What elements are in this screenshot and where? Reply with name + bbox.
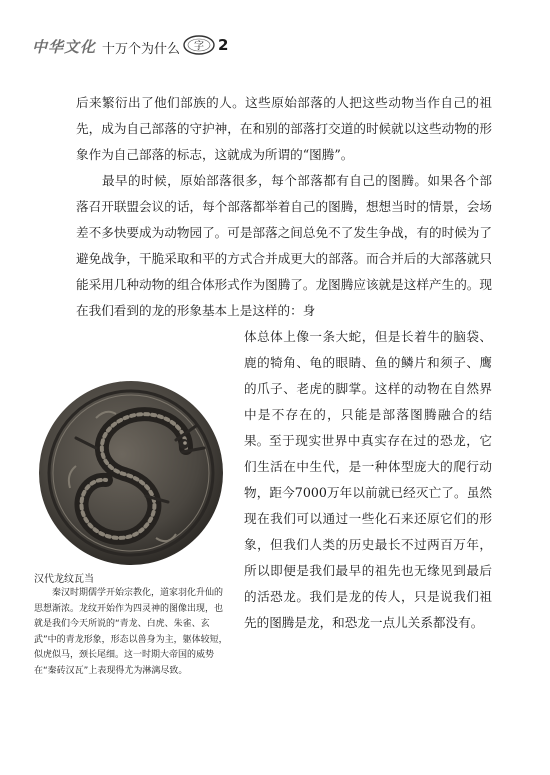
brand-logo-text: 中华文化: [32, 38, 97, 56]
paragraph-4: 至于现实世界中真实存在过的恐龙，它们生活在中生代，是一种体型庞大的爬行动物，距今7000万年以前就已经灭亡了。虽然现在我们可以通过一些化石来还原它们的形象，但我们人类的历史最长不过两百万年，所以即便是我们最早的祖先也无缘见到最后的活恐龙。我们是龙的传人，只是说我们祖先的图腾是龙，和恐龙一点儿关系都没有。: [244, 433, 492, 630]
figure-caption-title: 汉代龙纹瓦当: [34, 574, 94, 585]
paragraph-3: 体总体上像一条大蛇，但是长着牛的脑袋、鹿的犄角、龟的眼睛、鱼的鳞片和须子、鹰的爪子、老虎的脚掌。这样的动物在自然界中是不存在的，只能是部落图腾融合的结果。: [244, 329, 492, 448]
paragraph-2: 最早的时候，原始部落很多，每个部落都有自己的图腾。如果各个部落召开联盟会议的话，每个部落都举着自己的图腾，想想当时的情景，会场差不多快要成为动物园了。可是部落之间总免不了发生争战，有的时候为了避免战争，干脆采取和平的方式合并成更大的部落。而合并后的大部落就只能采用几种动物的组合体形式作为图腾了。龙图腾应该就是这样产生的。现在我们看到的龙的形象基本上是这样的：身: [76, 173, 492, 318]
series-badge-icon: [182, 34, 216, 56]
badge-text: 字: [194, 41, 204, 52]
dragon-roof-tile-image: [36, 378, 226, 568]
page-number: 2: [218, 36, 229, 54]
figure-caption-text: 秦汉时期儒学开始宗教化，道家羽化升仙的思想渐浓。龙纹开始作为四灵神的图像出现，也就是我们今天所说的“青龙、白虎、朱雀、玄武”中的青龙形象，形态以兽身为主，躯体较短，似虎似马，颈长尾细。这一时期大帝国的威势在“秦砖汉瓦”上表现得尤为淋漓尽致。: [34, 588, 228, 676]
page-header: [32, 34, 522, 58]
paragraph-1: 后来繁衍出了他们部族的人。这些原始部落的人把这些动物当作自己的祖先，成为自己部落的守护神，在和别的部落打交道的时候就以这些动物的形象作为自己部落的标志，这就成为所谓的“图腾”。: [76, 95, 492, 162]
series-title: 十万个为什么: [102, 42, 181, 57]
